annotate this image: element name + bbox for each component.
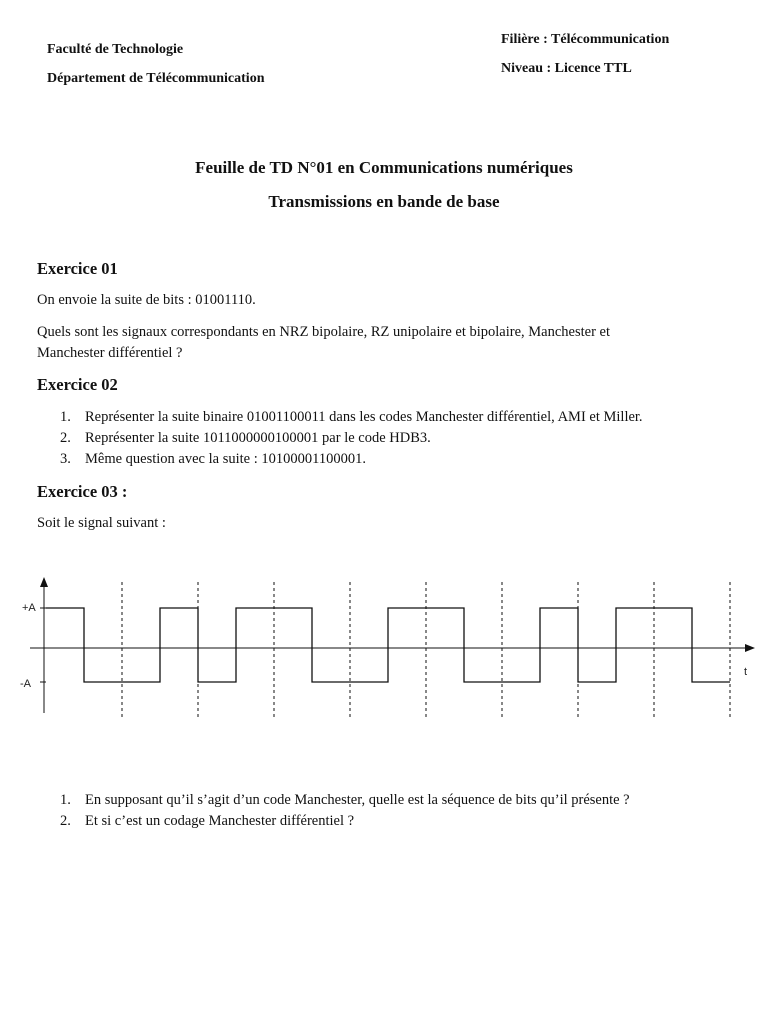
list-item: 1. En supposant qu’il s’agit d’un code Manchester, quelle est la séquence de bits qu’il présente ? xyxy=(60,792,630,808)
y-label-high: +A xyxy=(22,602,36,614)
x-label-t: t xyxy=(744,666,748,678)
field-label: Filière : Télécommunication xyxy=(501,32,670,47)
exercise-01-heading: Exercice 01 xyxy=(37,259,118,278)
list-item: 1. Représenter la suite binaire 01001100011 dans les codes Manchester différentiel, AMI et Miller. xyxy=(60,409,643,425)
exercise-01-statement: On envoie la suite de bits : 01001110. xyxy=(37,292,256,308)
exercise-01-question-line2: Manchester différentiel ? xyxy=(37,345,183,361)
x-axis-arrow xyxy=(745,644,755,652)
list-item: 3. Même question avec la suite : 10100001100001. xyxy=(60,451,366,467)
y-label-low: -A xyxy=(20,678,31,690)
exercise-01-question-line1: Quels sont les signaux correspondants en NRZ bipolaire, RZ unipolaire et bipolaire, Manchester et xyxy=(37,324,611,340)
y-axis-arrow xyxy=(40,577,48,587)
list-item: 2. Et si c’est un codage Manchester différentiel ? xyxy=(60,813,355,829)
exercise-02-list xyxy=(60,407,643,470)
page-title: Feuille de TD N°01 en Communications numériques xyxy=(195,158,573,177)
faculty-label: Faculté de Technologie xyxy=(47,42,184,57)
signal-guides xyxy=(40,582,730,718)
signal-waveform xyxy=(46,608,730,682)
exercise-03-heading: Exercice 03 : xyxy=(37,482,128,501)
exercise-02-heading: Exercice 02 xyxy=(37,375,118,394)
exercise-03-list xyxy=(60,790,630,832)
level-label: Niveau : Licence TTL xyxy=(501,61,632,76)
page-subtitle: Transmissions en bande de base xyxy=(268,192,500,211)
list-item: 2. Représenter la suite 1011000000100001 par le code HDB3. xyxy=(60,430,431,446)
exercise-03-intro: Soit le signal suivant : xyxy=(37,515,166,531)
manchester-signal-diagram xyxy=(0,570,768,730)
department-label: Département de Télécommunication xyxy=(47,71,265,86)
